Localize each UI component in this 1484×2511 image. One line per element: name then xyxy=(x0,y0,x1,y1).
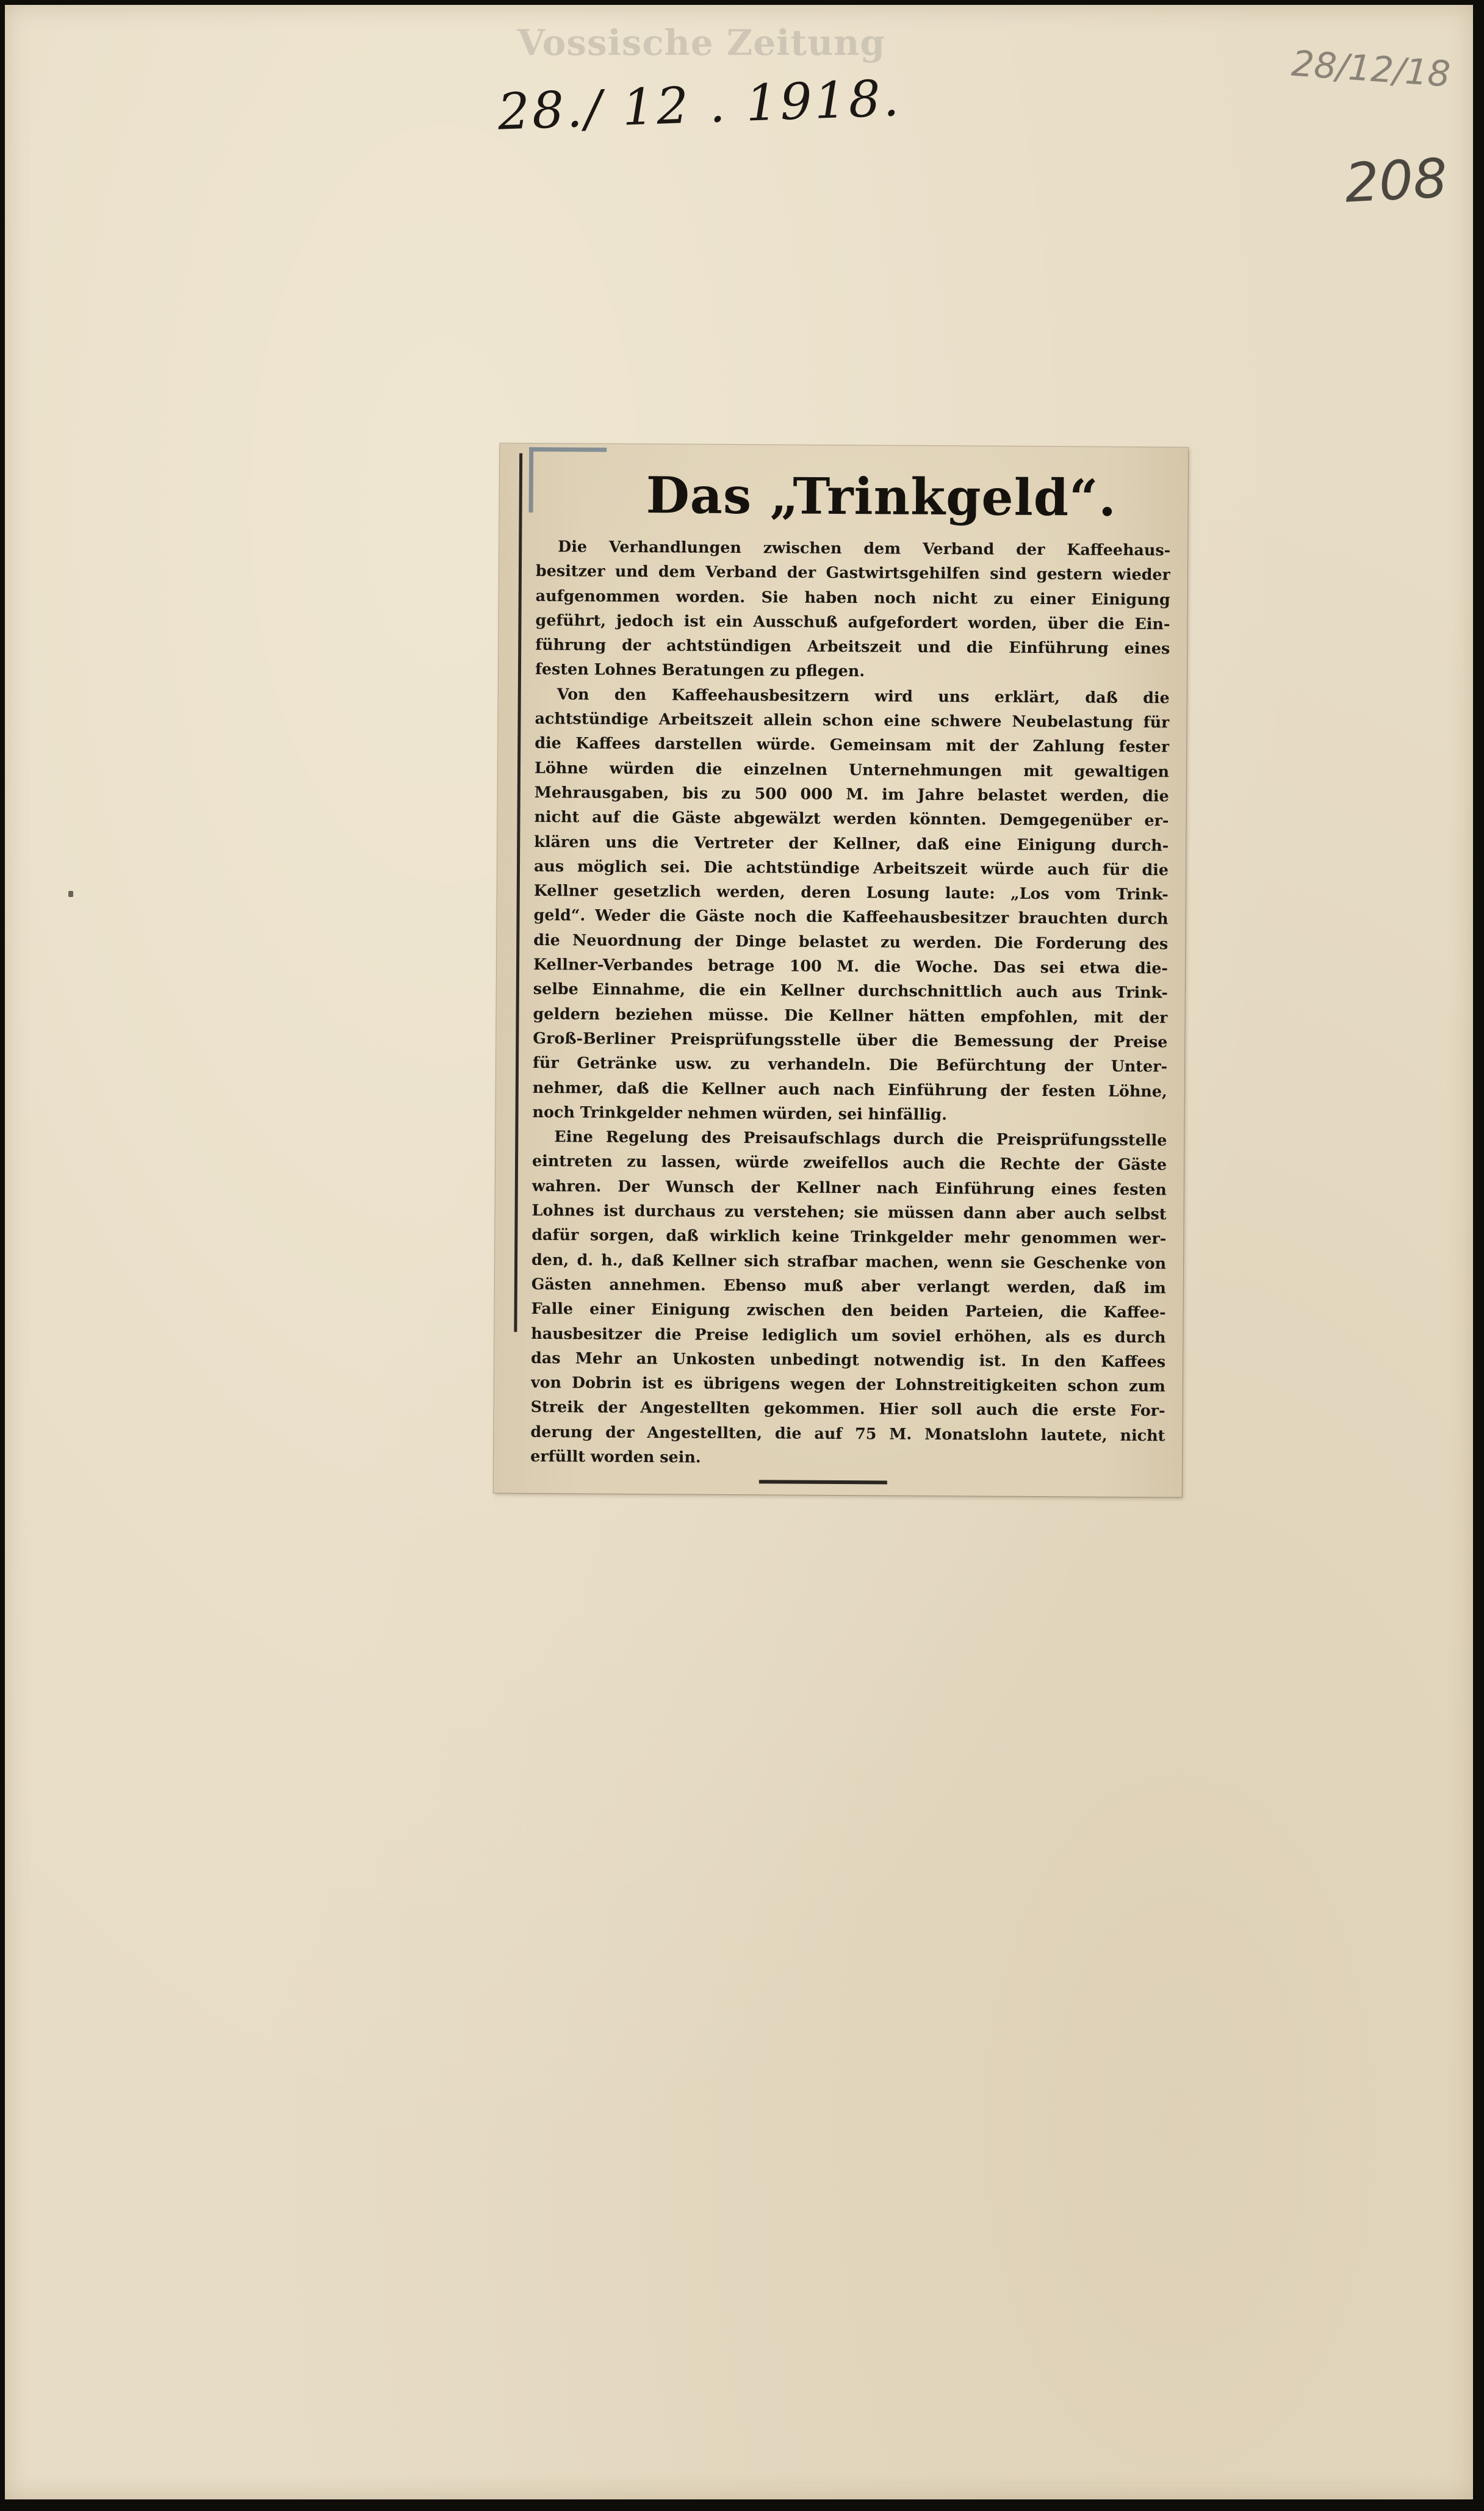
article-line: hausbesitzer die Preise lediglich um soviel erhöhen, als es durch xyxy=(531,1324,1166,1346)
page-number: 208 xyxy=(1343,146,1449,215)
article-line: wahren. Der Wunsch der Kellner nach Einführung eines festen xyxy=(531,1176,1167,1198)
article-line: achtstündige Arbeitszeit allein schon eine schwere Neubelastung für xyxy=(535,709,1170,732)
article-line: Groß-Berliner Preisprüfungsstelle über die Bemessung der Preise xyxy=(533,1028,1168,1051)
clipping-left-rule xyxy=(514,453,522,1332)
article-line: das Mehr an Unkosten unbedingt notwendig ist. In den Kaffees xyxy=(531,1348,1166,1371)
article-line: nicht auf die Gäste abgewälzt werden könnten. Demgegenüber er- xyxy=(534,807,1169,830)
paper-speck xyxy=(68,891,73,897)
article-line: besitzer und dem Verband der Gastwirtsgehilfen sind gestern wieder xyxy=(535,561,1171,584)
newspaper-clipping xyxy=(494,444,1188,1497)
handwritten-date: 28./ 12 . 1918. xyxy=(497,69,902,142)
article-line: Eine Regelung des Preisaufschlags durch die Preisprüfungsstelle xyxy=(554,1127,1167,1150)
article-line: Kellner-Verbandes betrage 100 M. die Woche. Das sei etwa die- xyxy=(533,954,1169,978)
article-line: selbe Einnahme, die ein Kellner durchschnittlich auch aus Trink- xyxy=(533,979,1168,1002)
pencil-date: 28/12/18 xyxy=(1290,42,1452,95)
article-body xyxy=(530,534,1171,1466)
article-line: Falle einer Einigung zwischen den beiden Parteien, die Kaffee- xyxy=(531,1299,1166,1322)
article-line: Gästen annehmen. Ebenso muß aber verlangt werden, daß im xyxy=(531,1274,1166,1297)
article-line: geldern beziehen müsse. Die Kellner hätten empfohlen, mit der xyxy=(533,1004,1168,1026)
article-line: derung der Angestellten, die auf 75 M. Monatslohn lautete, nicht xyxy=(530,1422,1165,1444)
article-line: erfüllt worden sein. xyxy=(530,1446,701,1466)
article-line: eintreten zu lassen, würde zweifellos auch die Rechte der Gäste xyxy=(531,1151,1167,1174)
article-line: Mehrausgaben, bis zu 500 000 M. im Jahre belastet werden, die xyxy=(534,782,1169,805)
article-line: von Dobrin ist es übrigens wegen der Lohnstreitigkeiten schon zum xyxy=(530,1373,1165,1396)
article-line: führung der achtstündigen Arbeitszeit und die Einführung eines xyxy=(535,635,1170,658)
newspaper-stamp: Vossische Zeitung xyxy=(517,22,885,63)
article-title: Das „Trinkgeld“. xyxy=(646,466,1117,528)
article-line: aufgenommen worden. Sie haben noch nicht zu einer Einigung xyxy=(535,586,1170,608)
article-line: Von den Kaffeehausbesitzern wird uns erklärt, daß die xyxy=(556,684,1170,707)
article-line: für Getränke usw. zu verhandeln. Die Befürchtung der Unter- xyxy=(532,1053,1168,1076)
article-line: geld“. Weder die Gäste noch die Kaffeehausbesitzer brauchten durch xyxy=(533,906,1169,928)
article-line: dafür sorgen, daß wirklich keine Trinkgelder mehr genommen wer- xyxy=(531,1225,1167,1248)
article-line: aus möglich sei. Die achtstündige Arbeitszeit würde auch für die xyxy=(533,856,1169,879)
archive-sheet xyxy=(5,5,1473,2499)
article-line: geführt, jedoch ist ein Ausschuß aufgefordert worden, über die Ein- xyxy=(535,610,1170,633)
article-line: klären uns die Vertreter der Kellner, daß eine Einigung durch- xyxy=(534,832,1169,854)
article-line: Kellner gesetzlich werden, deren Losung laute: „Los vom Trink- xyxy=(533,881,1169,904)
article-line: Löhne würden die einzelnen Unternehmungen mit gewaltigen xyxy=(534,758,1170,780)
article-line: Die Verhandlungen zwischen dem Verband der Kaffeehaus- xyxy=(558,537,1171,560)
article-line: Streik der Angestellten gekommen. Hier soll auch die erste For- xyxy=(530,1397,1165,1420)
article-line: die Neuordnung der Dinge belastet zu werden. Die Forderung des xyxy=(533,930,1169,953)
article-end-rule xyxy=(759,1480,887,1484)
article-line: nehmer, daß die Kellner auch nach Einführung der festen Löhne, xyxy=(532,1078,1167,1100)
article-line: Lohnes ist durchaus zu verstehen; sie müssen dann aber auch selbst xyxy=(531,1200,1167,1223)
blue-pencil-bracket xyxy=(529,447,607,513)
article-line: festen Lohnes Beratungen zu pflegen. xyxy=(535,660,865,680)
article-line: noch Trinkgelder nehmen würden, sei hinfällig. xyxy=(532,1102,948,1123)
article-line: die Kaffees darstellen würde. Gemeinsam mit der Zahlung fester xyxy=(535,733,1170,756)
article-line: den, d. h., daß Kellner sich strafbar machen, wenn sie Geschenke von xyxy=(531,1250,1167,1272)
